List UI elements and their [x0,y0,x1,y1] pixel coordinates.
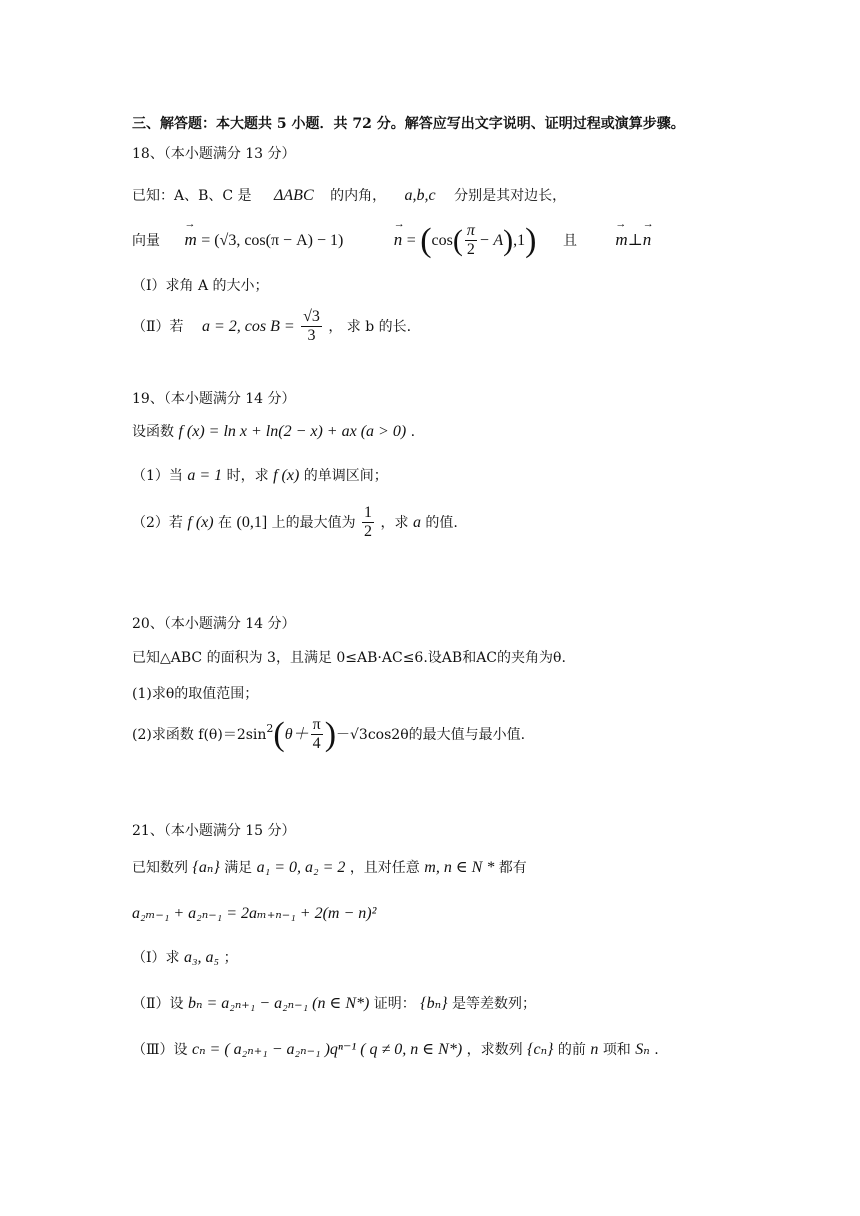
q18-n-one: ,1 [513,231,526,249]
q18-text: 分别是其对边长， [454,188,567,204]
q21-text: （Ⅰ）求 [132,950,180,966]
q21-title: 21、（本小题满分 15 分） [132,823,296,839]
q18-line2 [132,222,651,260]
q19-text: （2）若 [132,514,183,531]
q18-text: 向量 [132,232,160,249]
q19-text: 设函数 [132,424,174,440]
q21-sequence: {aₙ} [192,859,220,876]
right-paren: ) [525,221,537,259]
q21-part2 [132,994,536,1013]
q21-text: 是等差数列； [451,996,536,1012]
q19-text: （1）当 [132,468,183,484]
q19-a-value: a = 1 [187,467,223,484]
q18-m-expression: = (√3, cos(π − A) − 1) [201,231,344,249]
q19-function: f (x) = ln x + ln(2 − x) + ax (a > 0) [178,423,407,440]
q19-text: 时，求 [226,468,269,484]
q18-text: ， 求 b 的长. [328,318,412,335]
q21-n: n [590,1041,599,1058]
right-paren: ) [503,223,514,257]
vector-n: → n [394,230,403,250]
q21-text: 满足 [224,860,253,876]
left-paren: ( [452,223,463,257]
q20-title: 20、（本小题满分 14 分） [132,616,296,632]
superscript: 2 [266,721,274,735]
q18-part2 [132,308,411,346]
denominator: 2 [466,241,475,259]
left-paren: ( [273,715,285,753]
q21-text: 的前 [557,1042,586,1058]
q21-text: . [654,1042,659,1058]
q18-line1 [132,186,566,205]
q18-n-eq: = [406,231,416,249]
q21-domain: m, n ∈ N * [424,859,495,876]
q18-text: （Ⅱ）若 [132,318,184,335]
q19-text: 上的最大值为 [271,514,356,531]
left-paren: ( [420,221,432,259]
q20-line1: 已知△ABC 的面积为 3，且满足 0≤AB·AC≤6.设AB和AC的夹角为θ. [132,650,566,666]
denominator: 3 [307,327,316,345]
q19-text: 的单调区间； [303,468,388,484]
q21-cn-seq: {cₙ} [527,1041,554,1058]
numerator: 1 [362,504,374,523]
q18-n-cos: cos [431,231,453,249]
q21-text: 都有 [498,860,527,876]
denominator: 2 [364,523,373,541]
q21-text: 证明： [373,996,416,1012]
q18-title: 18、（本小题满分 13 分） [132,146,296,162]
q21-text: ，求数列 [466,1042,523,1058]
q19-title: 19、（本小题满分 14 分） [132,391,296,407]
q19-fx: f (x) [187,513,214,531]
q21-text: （Ⅱ）设 [132,996,184,1012]
q19-text: . [410,424,416,440]
denominator: 4 [312,735,321,753]
q18-n-minus-a: − A [478,231,504,249]
q21-cn-def: cₙ = ( a₂ₙ₊₁ − a₂ₙ₋₁ )qⁿ⁻¹ ( q ≠ 0, n ∈ N*) [191,1041,463,1058]
q18-text: 的内角， [330,188,387,204]
q21-bn-def: bₙ = a₂ₙ₊₁ − a₂ₙ₋₁ (n ∈ N*) [187,995,370,1012]
section-header: 三、解答题：本大题共 5 小题．共 72 分。解答应写出文字说明、证明过程或演算步骤。 [132,116,685,132]
q21-line1 [132,858,527,877]
q21-part1 [132,948,238,967]
q19-text: 的值. [425,514,458,531]
fraction [301,308,322,346]
q20-part1: (1)求θ的取值范围； [132,686,259,702]
q21-sn: Sₙ [635,1041,650,1058]
q21-recurrence: a₂ₘ₋₁ + a₂ₙ₋₁ = 2aₘ₊ₙ₋₁ + 2(m − n)² [132,905,377,922]
q19-fx: f (x) [273,467,300,484]
q21-line2 [132,904,376,923]
q21-text: ； [223,950,238,966]
vector-m: → m [615,230,627,250]
q20-text: (2)求函数 f(θ)＝2sin [132,726,267,743]
q21-text: 已知数列 [132,860,188,876]
numerator: π [465,222,477,241]
q19-text: 在 [218,514,233,531]
numerator: π [311,716,323,735]
q20-theta-plus: θ＋ [284,725,309,743]
q20-part2 [132,716,525,754]
q21-text: 项和 [602,1042,631,1058]
q18-triangle: ΔABC [274,187,314,204]
vector-m: → m [184,230,196,250]
q19-part1 [132,466,388,485]
q19-a-var: a [412,513,421,531]
q21-part3 [132,1040,659,1059]
vector-n: → n [643,230,652,250]
q18-text: 已知：A、B、C 是 [132,188,252,204]
q19-interval: (0,1] [236,513,268,531]
fraction [362,504,374,542]
q18-and: 且 [562,232,577,249]
q21-a3-a5: a₃, a₅ [183,949,220,966]
q21-text: ，且对任意 [349,860,420,876]
right-paren: ) [324,715,337,753]
fraction [465,222,477,260]
q18-part2-expression: a = 2, cos B = [201,317,295,335]
fraction [311,716,323,754]
q18-part1: （Ⅰ）求角 A 的大小； [132,278,269,294]
q20-text: －√3cos2θ的最大值与最小值. [336,726,526,743]
q19-line1 [132,422,415,441]
q19-text: ，求 [380,514,409,531]
q21-initial-values: a₁ = 0, a₂ = 2 [256,859,346,876]
q19-part2 [132,504,458,542]
q21-bn-seq: {bₙ} [420,995,448,1012]
numerator: √3 [301,308,322,327]
q21-text: （Ⅲ）设 [132,1042,188,1058]
q18-sides: a,b,c [404,187,436,204]
perp-symbol: ⊥ [627,231,643,249]
